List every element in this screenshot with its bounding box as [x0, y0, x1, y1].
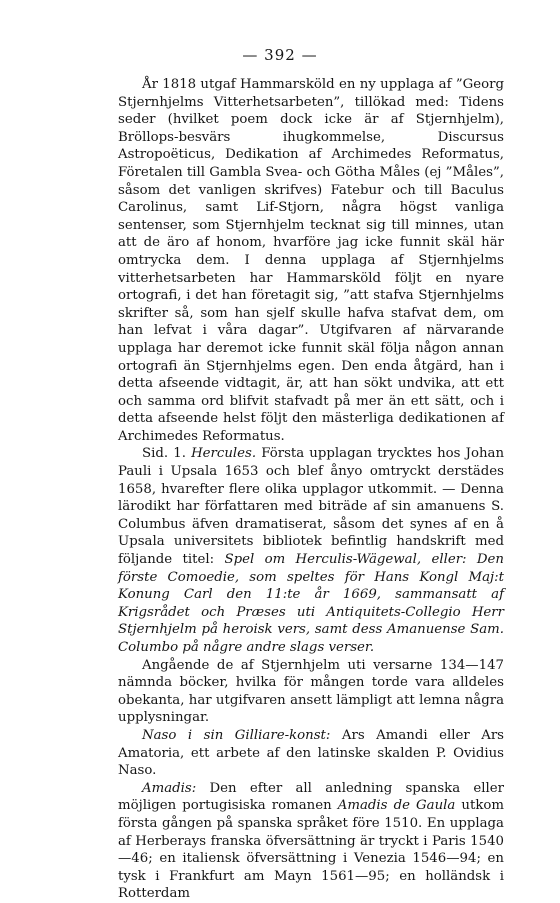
- body-text: [118, 76, 504, 903]
- page-reference: Sid. 1.: [142, 446, 186, 462]
- amadis-description-end: utkom första gången på spanska språket före 1510. En upplaga af Herberays franska öfversättning är tryckt i Paris 1540—46; en italiensk öfversättning i Venezia 1546—94; en tysk i Frankfurt am Mayn 1561—95; en holländsk i Rotterdam: [118, 798, 505, 902]
- entry-term-naso: Naso i sin Gilliare-konst:: [142, 727, 331, 743]
- amadis-title: Amadis de Gaula: [337, 798, 456, 814]
- manuscript-title: Spel om Herculis-Wägewal, eller: Den förste Comoedie, som speltes för Hans Kongl Maj:t Konung Carl den 11:te år 1669, sammansatt af Krigsrådet och Præses uti Antiquitets-Collegio Herr Stjernhjelm på heroisk vers, samt dess Amanuense Sam. Columbo på någre andre slags verser.: [118, 552, 504, 655]
- paragraph-hercules: [118, 445, 504, 656]
- hercules-description: Första upplagan trycktes hos Johan Pauli i Upsala 1653 och blef ånyo omtryckt derstädes 1658, hvarefter flere olika upplagor utkommit. — Denna lärodikt har författaren med biträde af sin amanuens S. Columbus äfven dramatiserat, såsom det synes af en å Upsala universitets bibliotek befintlig handskrift med följande titel:: [118, 446, 505, 568]
- amadis-description-start: Den efter all anledning spanska eller möjligen portugisiska romanen: [118, 780, 504, 814]
- paragraph-naso: [118, 727, 504, 780]
- entry-term-hercules: Hercules.: [191, 446, 257, 462]
- paragraph-books-intro: Angående de af Stjernhjelm uti versarne 134—147 nämnda böcker, hvilka för mången torde vara alldeles obekanta, har utgifvaren ansett lämpligt att lemna några upplysningar.: [118, 657, 504, 726]
- page-number: — 392 —: [242, 46, 318, 64]
- paragraph-amadis: [118, 780, 504, 903]
- entry-term-amadis: Amadis:: [142, 780, 197, 796]
- naso-description: Ars Amandi eller Ars Amatoria, ett arbete af den latinske skalden P. Ovidius Naso.: [118, 727, 504, 779]
- paragraph-hammarskold-edition: År 1818 utgaf Hammarsköld en ny upplaga af ”Georg Stjernhjelms Vitterhetsarbeten”, tillökad med: Tidens seder (hvilket poem dock icke är af Stjernhjelm), Bröllops-besvärs ihugkommelse, Discursus Astropoëticus, Dedikation af Archimedes Reformatus, Företalen till Gambla Svea- och Götha Måles (ej ”Måles”, såsom det vanligen skrifves) Fatebur och till Baculus Carolinus, samt Lif-Stjorn, några högst vanliga sentenser, som Stjernhjelm tecknat sig till minnes, utan att de äro af honom, hvarföre jag icke funnit skäl här omtrycka dem. I denna upplaga af Stjernhjelms vitterhetsarbeten har Hammarsköld följt en nyare ortografi, i det han företagit sig, ”att stafva Stjernhjelms skrifter så, som han sjelf skulle hafva stafvat dem, om han lefvat i våra dagar”. Utgifvaren af närvarande upplaga har deremot icke funnit skäl följa någon annan ortografi än Stjernhjelms egen. Den enda åtgärd, han i detta afseende vidtagit, är, att han sökt undvika, att ett och samma ord blifvit stafvadt på mer än ett sätt, och i detta afseende helst följt den mästerliga dedikationen af Archimedes Reformatus.: [118, 77, 504, 444]
